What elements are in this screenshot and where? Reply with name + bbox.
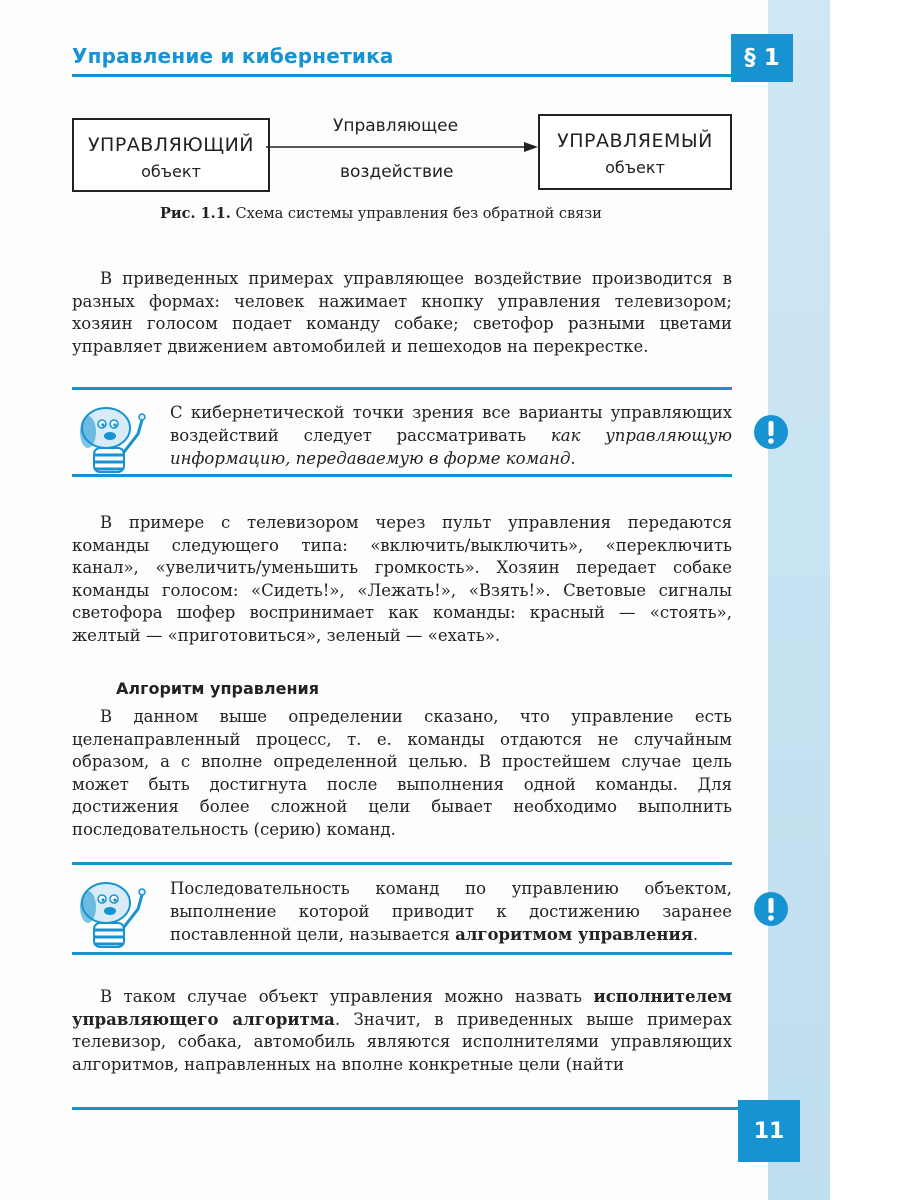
callout-1-text: С кибернетической точки зрения все варианты управляющих воздействий следует рассматривать bbox=[170, 403, 732, 445]
callout-2-text: Последовательность команд по управлению объектом, выполнение которой приводит к достижению заранее поставленной цели, называется bbox=[170, 879, 732, 944]
controlling-object-subtitle: объект bbox=[141, 162, 201, 181]
callout-2-bottom-rule bbox=[72, 952, 732, 955]
controlling-object-box bbox=[72, 118, 270, 192]
exclamation-icon bbox=[753, 891, 789, 927]
footer-rule bbox=[72, 1107, 738, 1110]
figure-caption bbox=[160, 205, 602, 222]
figure-caption-label: Рис. 1.1. bbox=[160, 205, 231, 222]
chapter-title: Управление и кибернетика bbox=[72, 44, 394, 68]
paragraph-4 bbox=[72, 986, 732, 1076]
figure-caption-text: Схема системы управления без обратной связи bbox=[235, 206, 602, 222]
controlled-object-title: УПРАВЛЯЕМЫЙ bbox=[557, 130, 713, 152]
callout-1-bottom-rule bbox=[72, 474, 732, 477]
page-number: 11 bbox=[738, 1100, 800, 1162]
paragraph-4-start: В таком случае объект управления можно назвать bbox=[100, 987, 594, 1006]
exclamation-icon bbox=[753, 414, 789, 450]
arrow-label-bottom: воздействие bbox=[340, 162, 454, 182]
paragraph-2 bbox=[72, 512, 732, 647]
callout-1 bbox=[170, 401, 732, 470]
controlled-object-subtitle: объект bbox=[605, 158, 665, 177]
paragraph-3 bbox=[72, 706, 732, 841]
paragraph-4-end: . Значит, в приведенных выше примерах телевизор, собака, автомобиль являются исполнителями управляющих алгоритмов, направленных на вполне конкретные цели (найти bbox=[72, 1009, 732, 1074]
callout-1-top-rule bbox=[72, 387, 732, 390]
callout-1-end: . bbox=[570, 449, 576, 468]
mascot-dog-icon bbox=[72, 398, 154, 480]
header-rule bbox=[72, 74, 731, 77]
page-margin bbox=[830, 0, 900, 1200]
arrow-label-top: Управляющее bbox=[333, 116, 459, 136]
paragraph-4-bold: исполнителем управляющего алгоритма bbox=[72, 987, 732, 1029]
subheading: Алгоритм управления bbox=[116, 679, 320, 698]
paragraph-3-text: В данном выше определении сказано, что управление есть целенаправленный процесс, т. е. команды отдаются не случайным образом, а с вполне определенной целью. В простейшем случае цель может быть достигнута после выполнения одной команды. Для достижения более сложной цели бывает необходимо выполнить последовательность (серию) команд. bbox=[72, 707, 732, 839]
paragraph-1-text: В приведенных примерах управляющее воздействие производится в разных формах: человек нажимает кнопку управления телевизором; хозяин голосом подает команду собаке; светофор разными цветами управляет движением автомобилей и пешеходов на перекрестке. bbox=[72, 269, 732, 356]
paragraph-2-text: В примере с телевизором через пульт управления передаются команды следующего типа: «включить/выключить», «переключить канал», «увеличить/уменьшить громкость». Хозяин передает собаке команды голосом: «Сидеть!», «Лежать!», «Взять!». Световые сигналы светофора шофер воспринимает как команды: красный — «стоять», желтый — «приготовиться», зеленый — «ехать». bbox=[72, 513, 732, 645]
callout-1-emphasis: как управляющую информацию, передаваемую в форме команд bbox=[170, 426, 732, 468]
callout-2-bold: алгоритмом управления bbox=[455, 925, 693, 944]
callout-2-top-rule bbox=[72, 862, 732, 865]
controlling-object-title: УПРАВЛЯЮЩИЙ bbox=[87, 134, 255, 156]
section-badge: § 1 bbox=[731, 34, 793, 82]
paragraph-1 bbox=[72, 268, 732, 358]
side-band bbox=[768, 0, 830, 1200]
callout-2 bbox=[170, 877, 732, 946]
controlled-object-box bbox=[538, 114, 732, 190]
mascot-dog-icon bbox=[72, 873, 154, 955]
control-arrow bbox=[266, 140, 540, 154]
callout-2-end: . bbox=[692, 925, 699, 944]
